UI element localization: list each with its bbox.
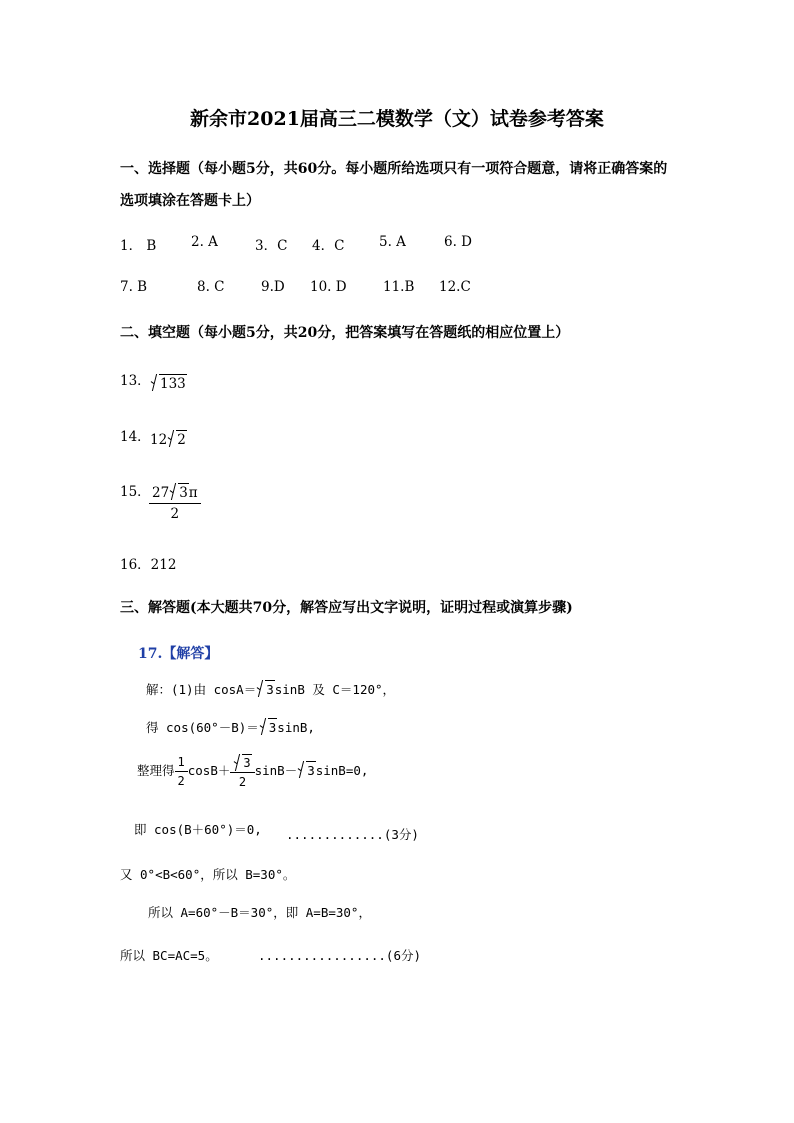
solution-line-1: 解：(1)由 cosA＝ 3sinB 及 C＝120°， bbox=[146, 682, 396, 697]
q15-fraction: $\frac{27 3\pi}{2}$ bbox=[149, 483, 201, 522]
sqrt-symbol: 3 bbox=[259, 718, 278, 735]
q16-answer: 16．212 bbox=[120, 557, 177, 573]
q15-label: 15． bbox=[120, 484, 151, 500]
sqrt-symbol: 2 bbox=[167, 430, 187, 448]
answer-4: 4．C bbox=[312, 238, 345, 254]
fraction-sqrt3-half: $\frac{3}{2}$ bbox=[230, 754, 254, 789]
sqrt-symbol: 3 bbox=[256, 680, 275, 697]
sqrt-symbol: 3 bbox=[233, 754, 251, 770]
answer-11: 11.B bbox=[383, 279, 415, 295]
section1-heading-line1: 一、选择题（每小题5分，共60分。每小题所给选项只有一项符合题意，请将正确答案的 bbox=[120, 161, 668, 177]
sqrt-symbol: 3 bbox=[169, 483, 189, 501]
section2-heading: 二、填空题（每小题5分，共20分，把答案填写在答题纸的相应位置上） bbox=[120, 325, 570, 341]
answer-7: 7. B bbox=[120, 279, 148, 295]
answer-2: 2. A bbox=[191, 234, 218, 250]
section1-heading-line2: 选项填涂在答题卡上） bbox=[120, 193, 260, 209]
solution-line-2: 得 cos(60°－B)＝ 3sinB, bbox=[146, 720, 315, 735]
q14-label: 14． bbox=[120, 429, 151, 445]
answer-1: 1． B bbox=[120, 238, 157, 254]
q14-answer: 12 2 bbox=[150, 432, 186, 448]
solution-line-4: 即 cos(B＋60°)＝0, bbox=[134, 822, 262, 837]
q17-label: 17.【解答】 bbox=[138, 646, 219, 662]
solution-line-3: 整理得 $\frac{1}{2}$ cosB＋ $\frac{3}{2}$ sinB－ 3sinB=0, bbox=[137, 755, 369, 789]
q13-answer bbox=[150, 374, 187, 392]
answer-9: 9.D bbox=[261, 279, 285, 295]
page-title: 新余市2021届高三二模数学（文）试卷参考答案 bbox=[190, 108, 604, 130]
answer-6: 6. D bbox=[444, 234, 472, 250]
answer-3: 3．C bbox=[255, 238, 288, 254]
solution-line-6: 所以 A=60°－B＝30°，即 A=B=30°， bbox=[148, 905, 371, 920]
answer-8: 8. C bbox=[197, 279, 225, 295]
solution-line-5: 又 0°<B<60°，所以 B=30°。 bbox=[120, 867, 296, 882]
q13-label: 13． bbox=[120, 373, 151, 389]
section3-heading: 三、解答题(本大题共70分，解答应写出文字说明，证明过程或演算步骤) bbox=[120, 600, 573, 616]
answer-10: 10. D bbox=[310, 279, 347, 295]
score-marker-3: .............(3分) bbox=[286, 827, 419, 842]
sqrt-symbol: 3 bbox=[297, 761, 316, 778]
answer-12: 12.C bbox=[439, 279, 471, 295]
solution-line-7: 所以 BC=AC=5。 bbox=[120, 948, 218, 963]
sqrt-symbol: 133 bbox=[150, 374, 187, 392]
fraction-one-half: $\frac{1}{2}$ bbox=[175, 755, 188, 788]
score-marker-6: .................(6分) bbox=[258, 948, 422, 963]
q15-answer bbox=[149, 483, 201, 522]
answer-5: 5. A bbox=[379, 234, 406, 250]
